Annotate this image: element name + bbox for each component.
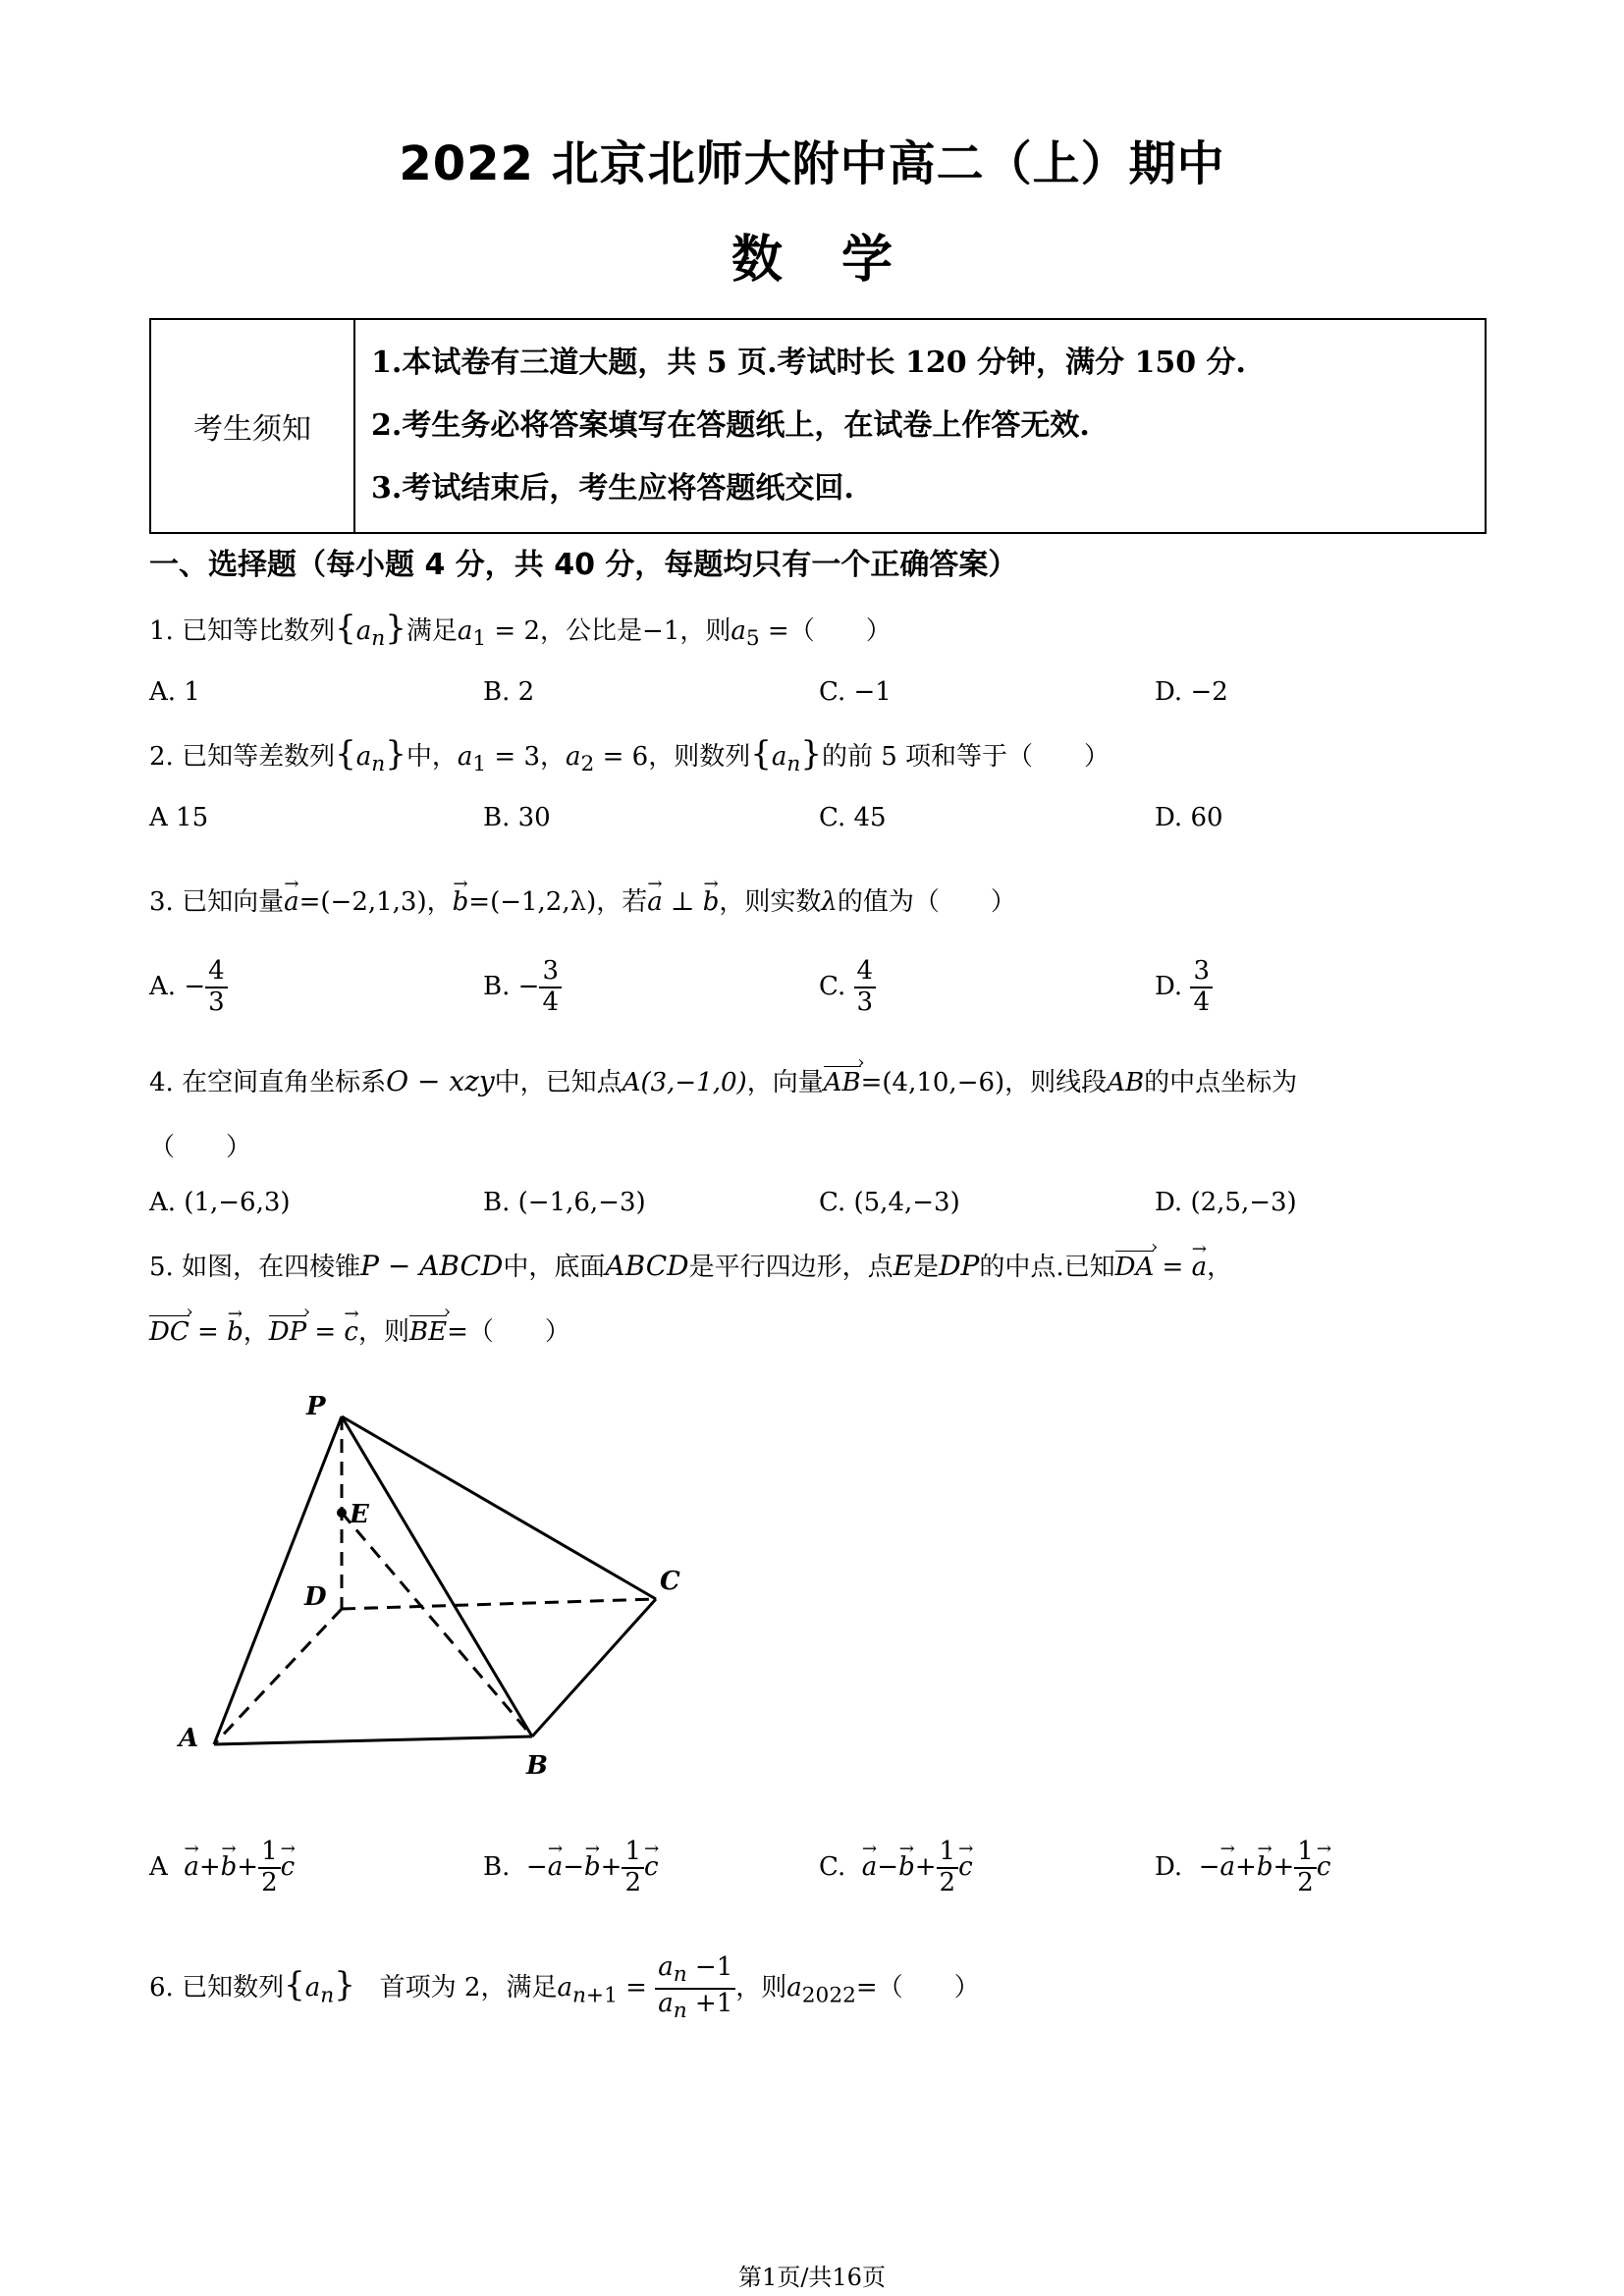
q6-text-4: =（ ）: [855, 1973, 980, 2003]
notice-item-2: 2.考生务必将答案填写在答题纸上，在试卷上作答无效.: [371, 408, 1090, 443]
q5-base: ABCD: [605, 1250, 689, 1282]
q1-text-5: （ ）: [788, 616, 892, 646]
q5-pyramid: P − ABCD: [360, 1250, 504, 1282]
q5-option-d[interactable]: D. −→ a+→ b+ $\frac{1}{2}$ → c: [1155, 1838, 1330, 1898]
q1-option-d[interactable]: D. −2: [1155, 677, 1228, 707]
label-c: C: [660, 1567, 680, 1596]
question-6: 6. 已知数列$\{a_n\}$ 首项为 2，满足$a_{n+1}$ = $\frac{a_n -1}{a_n +1}$ ，则$a_{2022}=$（ ）: [149, 1952, 980, 2024]
q5-option-b[interactable]: B. −→ a−→ b+ $\frac{1}{2}$ → c: [483, 1838, 659, 1898]
option-letter: A: [149, 1851, 168, 1882]
q3-option-a[interactable]: [149, 957, 228, 1018]
edge-pa: [214, 1416, 342, 1744]
q1-text-4: ，则: [679, 616, 731, 646]
q4-text-6: 的中点坐标为: [1144, 1068, 1298, 1097]
frac-den: 4: [1193, 987, 1210, 1017]
q1-text-1: 已知等比数列: [182, 616, 336, 646]
option-letter: C.: [819, 971, 846, 1001]
label-e: E: [350, 1500, 369, 1529]
option-letter: D.: [1155, 971, 1183, 1001]
question-5: 5. 如图，在四棱锥P − ABCD中，底面ABCD是平行四边形，点E是DP的中点.已知DA › = → a，: [149, 1247, 1232, 1283]
q4-option-c[interactable]: C. (5,4,−3): [819, 1188, 960, 1217]
question-2: 2. 已知等差数列$\{a_n\}$中，$a_1 = 3$，$a_2 = 6$，则数列$\{a_n\}$的前 5 项和等于（ ）: [149, 734, 1110, 777]
q4-option-a[interactable]: A. (1,−6,3): [149, 1188, 291, 1217]
q2-text-4: ，则数列: [648, 742, 751, 772]
q3-option-c[interactable]: [819, 957, 876, 1018]
q5-text-2: 中，底面: [503, 1253, 606, 1282]
q3-text-1: 已知向量: [182, 887, 285, 917]
question-4: [149, 1062, 1297, 1098]
edge-bc: [532, 1599, 656, 1736]
question-number: 2.: [149, 742, 174, 772]
question-number: 4.: [149, 1068, 174, 1097]
frac-den: 4: [542, 987, 559, 1017]
section-heading: 一、选择题（每小题 4 分，共 40 分，每题均只有一个正确答案）: [149, 548, 1018, 582]
q4-text-5: ，则线段: [1004, 1068, 1108, 1097]
q4-vector: AB ›: [824, 1066, 861, 1097]
segment-be: [342, 1513, 532, 1736]
question-1: 1. 已知等比数列$\{a_n\}$满足$a_1 = 2$，公比是−1，则$a_5$ =（ ）: [149, 609, 892, 652]
q4-text-3: ，向量: [746, 1068, 824, 1097]
label-a: A: [179, 1724, 199, 1753]
notice-item-1: 1.本试卷有三道大题，共 5 页.考试时长 120 分钟，满分 150 分.: [371, 346, 1246, 380]
q1-text-2: 满足: [406, 616, 458, 646]
option-sign: −: [184, 971, 206, 1001]
edge-da: [214, 1609, 342, 1744]
q5-text-3: 是平行四边形，点: [688, 1253, 893, 1282]
frac-den: 3: [208, 987, 225, 1017]
frac-den: 3: [856, 987, 874, 1017]
pyramid-figure: [167, 1379, 717, 1791]
question-5-line-2: DC › = → b，DP › = → c，则BE ›=（ ）: [149, 1311, 570, 1348]
option-letter: A.: [149, 971, 177, 1001]
exam-title: 2022 北京北师大附中高二（上）期中: [399, 136, 1225, 191]
q4-text-2: 中，已知点: [494, 1068, 623, 1097]
q2-option-d[interactable]: D. 60: [1155, 803, 1223, 832]
q1-option-a[interactable]: A. 1: [149, 677, 200, 707]
label-p: P: [306, 1392, 326, 1421]
q3-text-2: =(−2,1,3)，: [298, 887, 453, 917]
q6-text-2: 首项为 2，满足: [379, 1973, 558, 2003]
point-e-dot: [337, 1508, 347, 1518]
question-3: 3. 已知向量→ a=(−2,1,3)，→ b=(−1,2,λ)，若→ a ⊥ → b，则实数λ的值为（ ）: [149, 881, 1016, 918]
q3-option-d[interactable]: [1155, 957, 1213, 1018]
frac-num: 3: [1190, 957, 1213, 988]
page-footer: 第1页/共16页: [738, 2264, 886, 2291]
option-letter: D.: [1155, 1851, 1183, 1882]
edge-pc: [342, 1416, 656, 1599]
q1-option-b[interactable]: B. 2: [483, 677, 535, 707]
q2-option-b[interactable]: B. 30: [483, 803, 551, 832]
q2-text-2: 中，: [406, 742, 458, 772]
q5-text-tail: =（ ）: [447, 1317, 570, 1347]
notice-items: [354, 319, 1486, 533]
q4-vector-value: =(4,10,−6): [860, 1068, 1005, 1097]
label-d: D: [304, 1582, 327, 1612]
notice-label: 考生须知: [150, 319, 354, 533]
q1-text-3: ，公比是: [540, 616, 643, 646]
option-sign: −: [517, 971, 540, 1001]
question-number: 6.: [149, 1973, 174, 2003]
option-letter: C.: [819, 1851, 846, 1882]
q3-option-b[interactable]: [483, 957, 562, 1018]
q4-text-1: 在空间直角坐标系: [182, 1068, 387, 1097]
notice-box: [149, 318, 1487, 534]
q2-option-c[interactable]: C. 45: [819, 803, 887, 832]
q2-option-a[interactable]: A 15: [149, 803, 209, 832]
q5-option-c[interactable]: C. → a−→ b+ $\frac{1}{2}$ → c: [819, 1838, 973, 1898]
q3-text-4: ，则实数: [719, 887, 822, 917]
q2-text-5: 的前 5 项和等于（ ）: [821, 742, 1110, 772]
frac-num: 4: [205, 957, 228, 988]
q6-text-3: ，则: [735, 1973, 787, 2003]
q1-option-c[interactable]: C. −1: [819, 677, 892, 707]
q5-text-5: 的中点.已知: [979, 1253, 1115, 1282]
q4-option-b[interactable]: B. (−1,6,−3): [483, 1188, 646, 1217]
q4-coord-system: O − xzy: [386, 1065, 495, 1097]
q5-option-a[interactable]: A → a+→ b+ $\frac{1}{2}$ → c: [149, 1838, 295, 1898]
q3-text-3: =(−1,2,λ)，若: [468, 887, 648, 917]
edge-pb: [342, 1416, 532, 1736]
q5-text-then: ，则: [357, 1317, 409, 1347]
question-number: 3.: [149, 887, 174, 917]
q2-text-1: 已知等差数列: [182, 742, 336, 772]
frac-num: 4: [854, 957, 877, 988]
question-number: 5.: [149, 1253, 174, 1282]
q3-text-6: 的值为（ ）: [837, 887, 1016, 917]
subject-title: 数学: [731, 231, 951, 290]
q4-option-d[interactable]: D. (2,5,−3): [1155, 1188, 1297, 1217]
q6-text-1: 已知数列: [182, 1973, 285, 2003]
question-number: 1.: [149, 616, 174, 646]
q5-point-e: E: [893, 1250, 914, 1282]
q5-text-1: 如图，在四棱锥: [182, 1253, 361, 1282]
q5-dp: DP: [939, 1250, 980, 1282]
edge-ab: [214, 1736, 532, 1744]
notice-item-3: 3.考试结束后，考生应将答题纸交回.: [371, 471, 854, 506]
option-letter: B.: [483, 1851, 511, 1882]
q3-lambda: λ: [821, 887, 838, 917]
q2-text-3: ，: [540, 742, 567, 772]
q4-segment: AB: [1107, 1068, 1145, 1097]
frac-num: 3: [539, 957, 562, 988]
question-4-blank: （ ）: [149, 1133, 252, 1162]
option-letter: B.: [483, 971, 511, 1001]
edge-dc: [342, 1599, 656, 1609]
q5-text-4: 是: [913, 1253, 940, 1282]
q4-point: A(3,−1,0): [622, 1068, 747, 1097]
label-b: B: [526, 1751, 548, 1781]
